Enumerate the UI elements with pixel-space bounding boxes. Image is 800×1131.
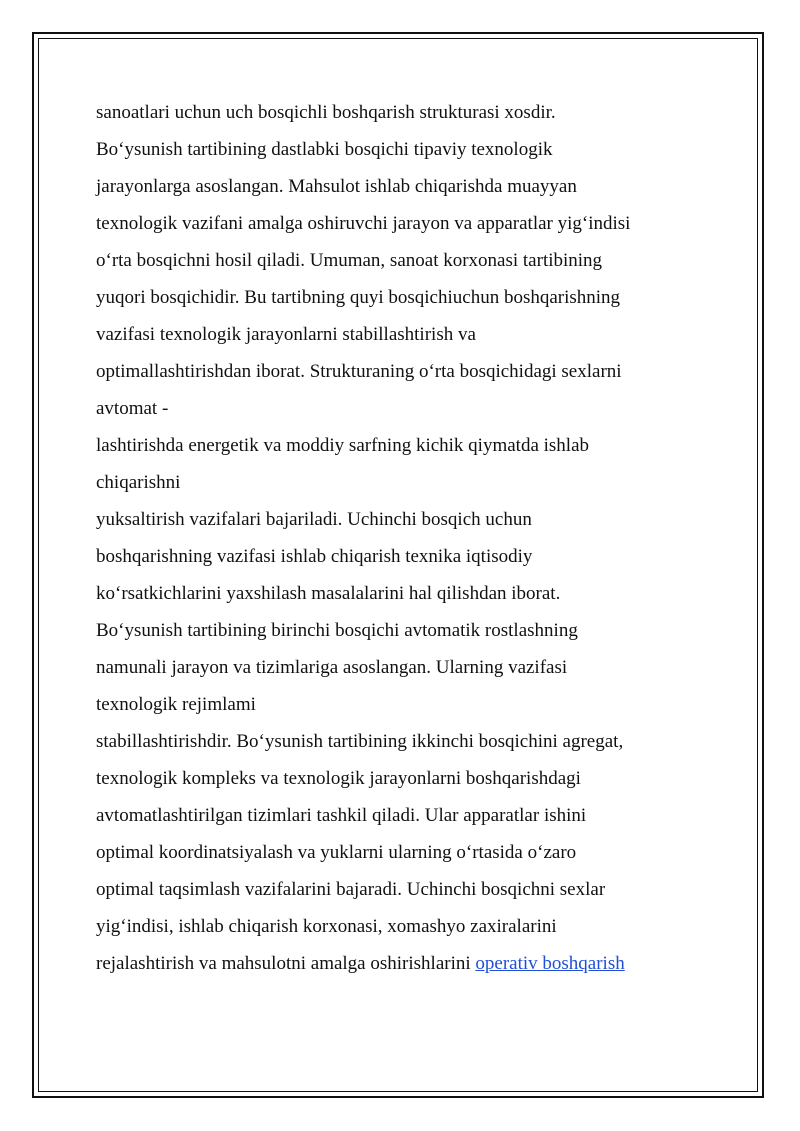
- text-line: yuqori bosqichidir. Bu tartibning quyi bosqichiuchun boshqarishning: [96, 287, 621, 308]
- text-line: namunali jarayon va tizimlariga asoslangan. Ularning vazifasi: [96, 657, 568, 678]
- text-line: sanoatlari uchun uch bosqichli boshqarish strukturasi xosdir.: [96, 102, 556, 123]
- text-line: optimal koordinatsiyalash va yuklarni ularning o‘rtasida o‘zaro: [96, 842, 577, 863]
- text-line: texnologik kompleks va texnologik jarayonlarni boshqarishdagi: [96, 768, 581, 789]
- text-line: optimal taqsimlash vazifalarini bajaradi. Uchinchi bosqichni sexlar: [96, 879, 606, 900]
- text-line: boshqarishning vazifasi ishlab chiqarish texnika iqtisodiy: [96, 546, 533, 567]
- text-line: Bo‘ysunish tartibining dastlabki bosqichi tipaviy texnologik: [96, 139, 553, 160]
- text-line: avtomat -: [96, 398, 169, 419]
- text-line: chiqarishni: [96, 472, 181, 493]
- text-line: jarayonlarga asoslangan. Mahsulot ishlab chiqarishda muayyan: [96, 176, 577, 197]
- text-line: avtomatlashtirilgan tizimlari tashkil qiladi. Ular apparatlar ishini: [96, 805, 587, 826]
- text-line: yig‘indisi, ishlab chiqarish korxonasi, xomashyo zaxiralarini: [96, 916, 557, 937]
- text-line: optimallashtirishdan iborat. Strukturaning o‘rta bosqichidagi sexlarni: [96, 361, 622, 382]
- text-line: ko‘rsatkichlarini yaxshilash masalalarini hal qilishdan iborat.: [96, 583, 561, 604]
- text-line: yuksaltirish vazifalari bajariladi. Uchinchi bosqich uchun: [96, 509, 532, 530]
- text-line: stabillashtirishdir. Bo‘ysunish tartibining ikkinchi bosqichini agregat,: [96, 731, 624, 752]
- text-line: o‘rta bosqichni hosil qiladi. Umuman, sanoat korxonasi tartibining: [96, 250, 603, 271]
- document-body: [96, 94, 716, 982]
- text-line: lashtirishda energetik va moddiy sarfning kichik qiymatda ishlab: [96, 435, 590, 456]
- text-line: texnologik vazifani amalga oshiruvchi jarayon va apparatlar yig‘indisi: [96, 213, 631, 234]
- text-line: texnologik rejimlami: [96, 694, 256, 715]
- text-line: vazifasi texnologik jarayonlarni stabillashtirish va: [96, 324, 476, 345]
- text-line-last: [96, 945, 716, 982]
- operativ-boshqarish-link[interactable]: operativ boshqarish: [475, 953, 625, 974]
- text-line: Bo‘ysunish tartibining birinchi bosqichi avtomatik rostlashning: [96, 620, 578, 641]
- text-line-last-plain: rejalashtirish va mahsulotni amalga oshirishlarini: [96, 953, 476, 974]
